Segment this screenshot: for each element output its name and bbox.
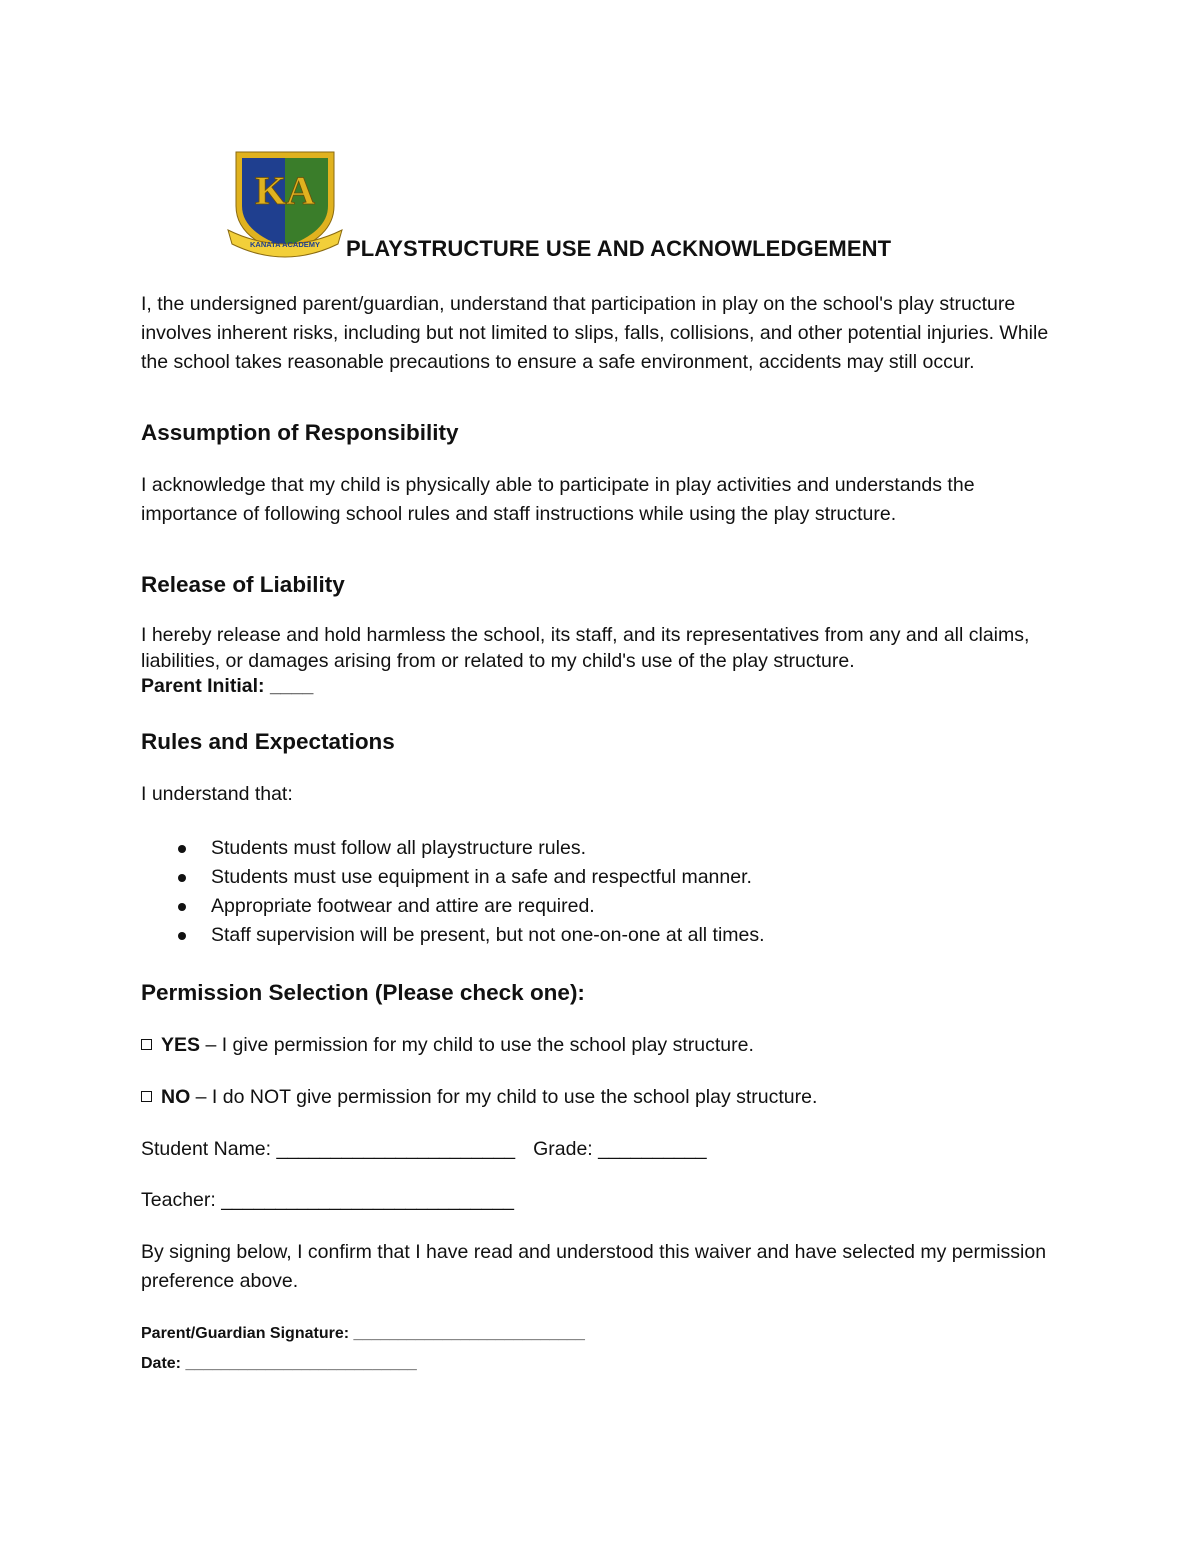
no-text: – I do NOT give permission for my child to use the school play structure.	[190, 1085, 818, 1108]
document-title: PLAYSTRUCTURE USE AND ACKNOWLEDGEMENT	[346, 236, 892, 261]
signature-block	[141, 1319, 1061, 1379]
bullet-icon	[178, 845, 186, 853]
shield-logo-icon	[226, 146, 344, 262]
no-checkbox[interactable]	[141, 1091, 152, 1102]
no-label: NO	[161, 1085, 191, 1108]
grade-field[interactable]: Grade: __________	[533, 1137, 707, 1160]
parent-initial-field[interactable]: Parent Initial: ____	[141, 675, 314, 697]
rule-text: Staff supervision will be present, but not one-on-one at all times.	[211, 923, 765, 946]
logo-banner-text: KANATA ACADEMY	[250, 240, 320, 249]
permission-yes-option[interactable]	[141, 1031, 1061, 1060]
confirm-paragraph: By signing below, I confirm that I have read and understood this waiver and have selected my permission preference above.	[141, 1240, 1047, 1292]
assumption-paragraph: I acknowledge that my child is physically able to participate in play activities and understands the importance of following school rules and staff instructions while using the play structure.	[141, 474, 975, 525]
intro-paragraph: I, the undersigned parent/guardian, understand that participation in play on the school's play structure involves inherent risks, including but not limited to slips, falls, collisions, and other potential injuries. While the school takes reasonable precautions to ensure a safe environment, accidents may still occur.	[141, 293, 1049, 373]
list-item	[141, 834, 1061, 863]
bullet-icon	[178, 874, 186, 882]
school-logo	[226, 146, 344, 262]
list-item	[141, 863, 1061, 892]
yes-text: – I give permission for my child to use the school play structure.	[200, 1033, 754, 1056]
parent-signature-field[interactable]: Parent/Guardian Signature: __________________________	[141, 1324, 585, 1342]
rules-lead: I understand that:	[141, 782, 293, 805]
list-item	[141, 921, 1061, 950]
date-field[interactable]: Date: __________________________	[141, 1354, 417, 1372]
list-item	[141, 892, 1061, 921]
rule-text: Students must use equipment in a safe and respectful manner.	[211, 865, 752, 888]
release-heading: Release of Liability	[141, 572, 345, 597]
bullet-icon	[178, 932, 186, 940]
bullet-icon	[178, 903, 186, 911]
release-paragraph: I hereby release and hold harmless the school, its staff, and its representatives from any and all claims, liabilities, or damages arising from or related to my child's use of the play structure.	[141, 624, 1030, 672]
rules-heading: Rules and Expectations	[141, 728, 395, 754]
yes-checkbox[interactable]	[141, 1039, 152, 1050]
logo-letters: KA	[255, 168, 315, 213]
permission-no-option[interactable]	[141, 1083, 1061, 1112]
student-name-field[interactable]: Student Name: ______________________	[141, 1137, 516, 1160]
rules-list	[141, 834, 1061, 950]
yes-label: YES	[161, 1033, 201, 1056]
student-grade-row	[141, 1135, 1061, 1164]
rule-text: Appropriate footwear and attire are required.	[211, 894, 595, 917]
assumption-heading: Assumption of Responsibility	[141, 420, 459, 445]
document-body	[141, 290, 1061, 1379]
teacher-field[interactable]: Teacher: ___________________________	[141, 1188, 515, 1211]
permission-heading: Permission Selection (Please check one):	[141, 979, 585, 1005]
rule-text: Students must follow all playstructure rules.	[211, 836, 586, 859]
